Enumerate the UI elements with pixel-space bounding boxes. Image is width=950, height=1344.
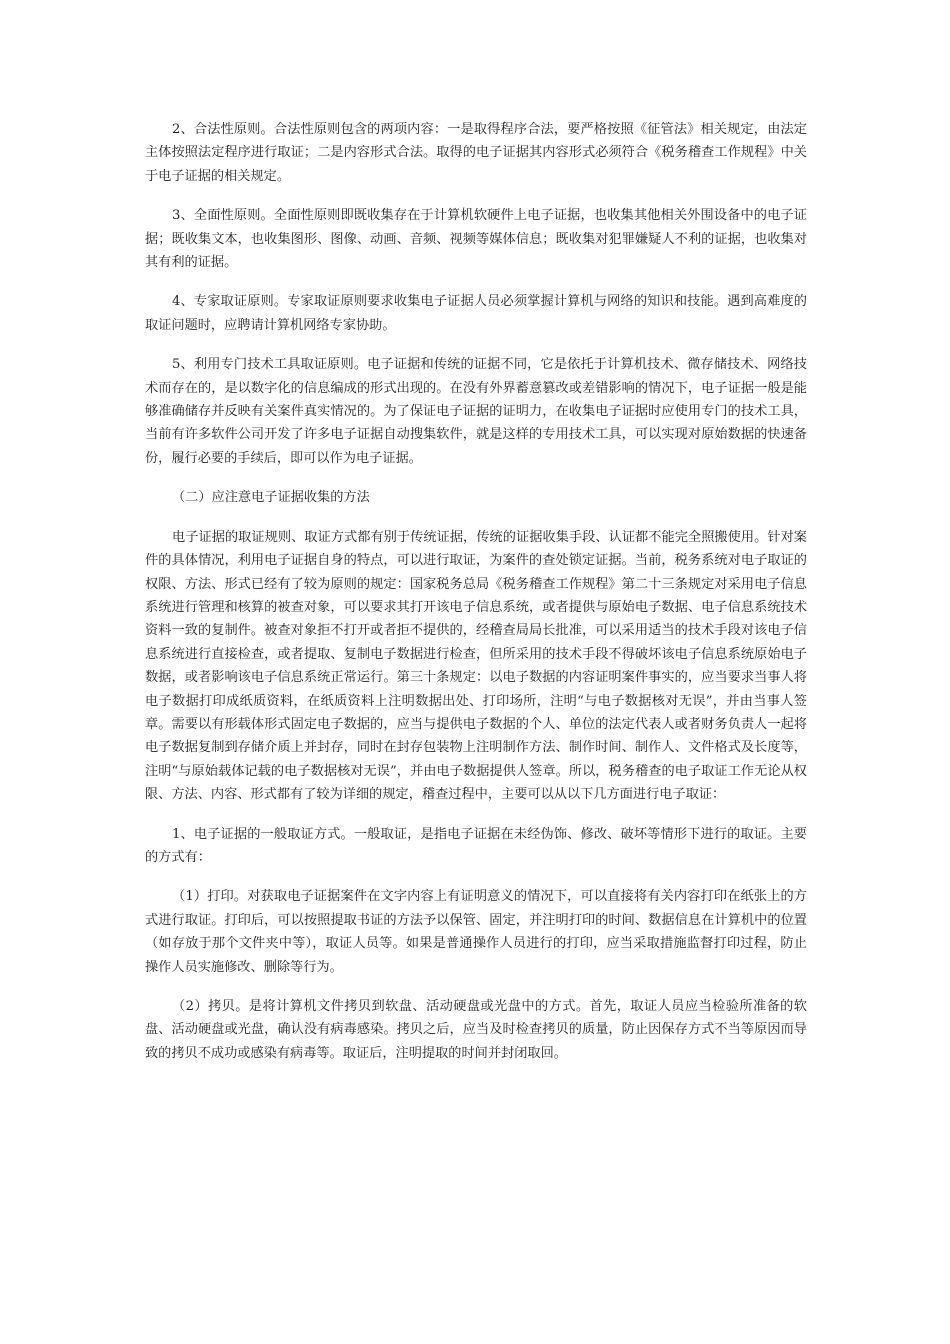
paragraph-expert-principle: 4、专家取证原则。专家取证原则要求收集电子证据人员必须掌握计算机与网络的知识和技能。遇到高难度的取证问题时，应聘请计算机网络专家协助。 (145, 294, 807, 333)
paragraph-copying: （2）拷贝。是将计算机文件拷贝到软盘、活动硬盘或光盘中的方式。首先，取证人员应当检验所准备的软盘、活动硬盘或光盘，确认没有病毒感染。拷贝之后，应当及时检查拷贝的质量，防止因保存方式不当等原因而导致的拷贝不成功或感染有病毒等。取证后，注明提取的时间并封闭取回。 (145, 999, 807, 1061)
paragraph-printing: （1）打印。对获取电子证据案件在文字内容上有证明意义的情况下，可以直接将有关内容打印在纸张上的方式进行取证。打印后，可以按照提取书证的方法予以保管、固定，并注明打印的时间、数据信息在计算机中的位置（如存放于那个文件夹中等），取证人员等。如果是普通操作人员进行的打印，应当采取措施监督打印过程，防止操作人员实施修改、删除等行为。 (145, 889, 807, 975)
paragraph-collection-rules: 电子证据的取证规则、取证方式都有别于传统证据，传统的证据收集手段、认证都不能完全照搬使用。针对案件的具体情况，利用电子证据自身的特点，可以进行取证，为案件的查处锁定证据。当前，税务系统对电子取证的权限、方法、形式已经有了较为原则的规定：国家税务总局《税务稽查工作规程》第二十三条规定对采用电子信息系统进行管理和核算的被查对象，可以要求其打开该电子信息系统，或者提供与原始电子数据、电子信息系统技术资料一致的复制件。被查对象拒不打开或者拒不提供的，经稽查局局长批准，可以采用适当的技术手段对该电子信息系统进行直接检查，或者提取、复制电子数据进行检查，但所采用的技术手段不得破坏该电子信息系统原始电子数据，或者影响该电子信息系统正常运行。第三十条规定：以电子数据的内容证明案件事实的，应当要求当事人将电子数据打印成纸质资料，在纸质资料上注明数据出处、打印场所，注明“与电子数据核对无误”，并由当事人签章。需要以有形载体形式固定电子数据的，应当与提供电子数据的个人、单位的法定代表人或者财务负责人一起将电子数据复制到存储介质上并封存，同时在封存包装物上注明制作方法、制作时间、制作人、文件格式及长度等，注明“与原始载体记载的电子数据核对无误”，并由电子数据提供人签章。所以，税务稽查的电子取证工作无论从权限、方法、内容、形式都有了较为详细的规定，稽查过程中，主要可以从以下几方面进行电子取证： (145, 529, 807, 803)
paragraph-legality-principle: 2、合法性原则。合法性原则包含的两项内容：一是取得程序合法，要严格按照《征管法》相关规定，由法定主体按照法定程序进行取证；二是内容形式合法。取得的电子证据其内容形式必须符合《税务稽查工作规程》中关于电子证据的相关规定。 (145, 122, 807, 184)
paragraph-comprehensiveness-principle: 3、全面性原则。全面性原则即既收集存在于计算机软硬件上电子证据，也收集其他相关外围设备中的电子证据；既收集文本，也收集图形、图像、动画、音频、视频等媒体信息；既收集对犯罪嫌疑人不利的证据，也收集对其有利的证据。 (145, 208, 807, 271)
paragraph-technical-tools-principle: 5、利用专门技术工具取证原则。电子证据和传统的证据不同，它是依托于计算机技术、微存储技术、网络技术而存在的，是以数字化的信息编成的形式出现的。在没有外界蓄意篡改或差错影响的情况下，电子证据一般是能够准确储存并反映有关案件真实情况的。为了保证电子证据的证明力，在收集电子证据时应使用专门的技术工具，当前有许多软件公司开发了许多电子证据自动搜集软件，就是这样的专用技术工具，可以实现对原始数据的快速备份，履行必要的手续后，即可以作为电子证据。 (145, 357, 807, 466)
paragraph-general-methods: 1、电子证据的一般取证方式。一般取证，是指电子证据在未经伪饰、修改、破坏等情形下进行的取证。主要的方式有： (145, 826, 807, 865)
section-heading-collection-methods: （二）应注意电子证据收集的方法 (172, 490, 370, 506)
document-body (145, 118, 807, 1065)
